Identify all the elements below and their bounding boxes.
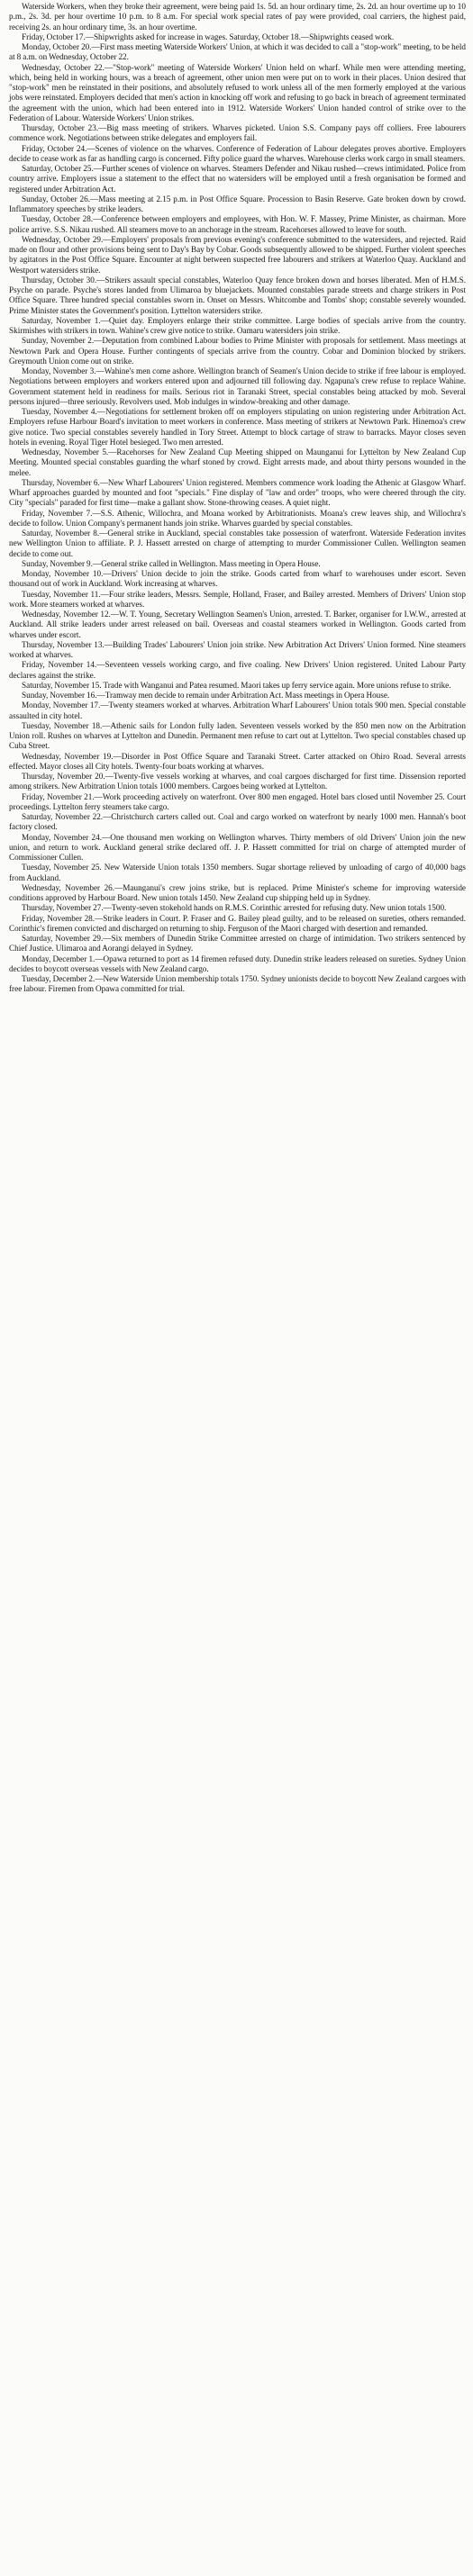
entry-oct-24: Friday, October 24.—Scenes of violence on the wharves. Conference of Federation of Labour delegates proves abortive. Employers decide to cease work as far as handling cargo is concerned. Fifty police guard the wharves. Warehouse clerks work cargo in small steamers. xyxy=(9,143,466,163)
entry-oct-20: Monday, October 20.—First mass meeting Waterside Workers' Union, at which it was decided to call a "stop-work" meeting, to be held at 8 a.m. on Wednesday, October 22. xyxy=(9,42,466,62)
entry-oct-28: Tuesday, October 28.—Conference between employers and employees, with Hon. W. F. Massey, Prime Minister, as chairman. More police arrive. S.S. Nikau rushed. All steamers move to an anchorage in the stream. Racehorses allowed to leave for south. xyxy=(9,214,466,234)
entry-nov-5: Wednesday, November 5.—Racehorses for New Zealand Cup Meeting shipped on Maunganui for Lyttelton by New Zealand Cup Meeting. Mounted special constables guarding the wharf stoned by crowd. Eight arrests made, and about thirty persons wounded in the melee. xyxy=(9,447,466,477)
entry-nov-21: Friday, November 21.—Work proceeding actively on waterfront. Over 800 men engaged. Hotel bars closed until November 25. Court proceedings. Lyttelton ferry steamers take cargo. xyxy=(9,791,466,811)
entry-nov-11: Tuesday, November 11.—Four strike leaders, Messrs. Semple, Holland, Fraser, and Bailey arrested. Members of Drivers' Union stop work. More steamers worked at wharves. xyxy=(9,589,466,609)
entry-nov-13: Thursday, November 13.—Building Trades' Labourers' Union join strike. New Arbitration Act Drivers' Union formed. Nine steamers worked at wharves. xyxy=(9,639,466,659)
entry-nov-19: Wednesday, November 19.—Disorder in Post Office Square and Taranaki Street. Carter attacked on Ohiro Road. Several arrests effected. Mayor closes all City hotels. Twenty-four boats working at wharves. xyxy=(9,751,466,771)
entry-nov-9: Sunday, November 9.—General strike called in Wellington. Mass meeting in Opera House. xyxy=(22,558,321,568)
entry-nov-2: Sunday, November 2.—Deputation from combined Labour bodies to Prime Minister with proposals for settlement. Mass meetings at Newtown Park and Opera House. Further contingents of specials arrive from the country. Cobar and Dominion blocked by strikers. Greymouth Union come out on strike. xyxy=(9,336,466,366)
entry-oct-22: Wednesday, October 22.—"Stop-work" meeting of Waterside Workers' Union held on wharf. While men were attending meeting, which, being held in working hours, was a breach of agreement, other union men were put on to work in their places. Union desired that "stop-work" men be reinstated in their positions, and absolutely refused to work unless all of the men formerly employed at the various jobs were reinstated. Employers decided that men's action in knocking off work and refusing to go back in breach of agreement terminated the agreement with the union, which had been entered into in 1912. Waterside Workers' Union handed control of strike over to the Federation of Labour. Waterside Workers' Union strikes. xyxy=(9,62,466,122)
entry-dec-2: Tuesday, December 2.—New Waterside Union membership totals 1750. Sydney unionists decide to boycott New Zealand cargoes with free labour. Firemen from Opawa committed for trial. xyxy=(9,974,466,994)
entry-oct-29: Wednesday, October 29.—Employers' proposals from previous evening's conference submitted to the watersiders, and rejected. Raid made on flour and other provisions being sent to Day's Bay by Cobar. Goods subsequently allowed to be shipped. Further violent speeches by agitators in the Post Office Square. Encounter at night between suspected free labourers and strikers at Waterloo Quay. Auckland and Westport watersiders strike. xyxy=(9,234,466,275)
entry-nov-24: Monday, November 24.—One thousand men working on Wellington wharves. Thirty members of old Drivers' Union join the new union, and return to work. Auckland general strike declared off. J. P. Hassett committed for trial on charge of attempted murder of Commissioner Cullen. xyxy=(9,832,466,862)
entry-nov-7: Friday, November 7.—S.S. Athenic, Willochra, and Moana worked by Arbitrationists. Moana's crew leaves ship, and Willochra's decide to follow. Union Company's permanent hands join strike. Wharves guarded by special constables. xyxy=(9,508,466,528)
entry-oct-23: Thursday, October 23.—Big mass meeting of strikers. Wharves picketed. Union S.S. Company pays off colliers. Free labourers commence work. Negotiations between strike delegates and employers fail. xyxy=(9,123,466,143)
entry-nov-15: Saturday, November 15. Trade with Wanganui and Patea resumed. Maori takes up ferry service again. More unions refuse to strike. xyxy=(22,680,451,690)
entry-nov-26: Wednesday, November 26.—Maunganui's crew joins strike, but is replaced. Prime Minister's scheme for improving waterside conditions approved by Harbour Board. New union totals 1450. New Zealand cup shipping held up in Sydney. xyxy=(9,882,466,902)
entry-oct-25: Saturday, October 25.—Further scenes of violence on wharves. Steamers Defender and Nikau rushed—crews intimidated. Police from country arrive. Employers issue a statement to the effect that no watersiders will be employed until a fresh organisation be formed and registered under Arbitration Act. xyxy=(9,164,466,194)
entry-nov-12: Wednesday, November 12.—W. T. Young, Secretary Wellington Seamen's Union, arrested. T. Barker, organiser for I.W.W., arrested at Auckland. All strike leaders under arrest released on bail. Overseas and coastal steamers worked in Wellington. Goods carted from wharves under escort. xyxy=(9,610,466,639)
entry-nov-18: Tuesday, November 18.—Athenic sails for London fully laden. Seventeen vessels worked by the 850 men now on the Arbitration Union roll. Rushes on wharves at Lyttelton and Dunedin. Permanent men refuse to cart out at Lyttelton. Two special constables chased up Cuba Street. xyxy=(9,720,466,751)
entry-nov-20: Thursday, November 20.—Twenty-five vessels working at wharves, and coal cargoes discharged for first time. Dissension reported among strikers. New Arbitration Union totals 1000 members. Cargoes being worked at Lyttelton. xyxy=(9,772,466,791)
entry-nov-10: Monday, November 10.—Drivers' Union decide to join the strike. Goods carted from wharf to warehouses under escort. Seven thousand out of work in Auckland. Work increasing at wharves. xyxy=(9,569,466,589)
intro-paragraph: Waterside Workers, when they broke their agreement, were being paid 1s. 5d. an hour ordinary time, 2s. 2d. an hour overtime up to 10 p.m., 2s. 3d. per hour overtime 10 p.m. to 8 a.m. For special work special rates of pay were provided, coal carriers, the highest paid, receiving 2s. an hour ordinary time, 3s. an hour overtime. xyxy=(9,2,466,32)
entry-nov-27: Thursday, November 27.—Twenty-seven stokehold hands on R.M.S. Corinthic arrested for refusing duty. New union totals 1500. xyxy=(22,903,447,913)
entry-nov-14: Friday, November 14.—Seventeen vessels working cargo, and five coaling. New Drivers' Union registered. United Labour Party declares against the strike. xyxy=(9,660,466,680)
entry-nov-1: Saturday, November 1.—Quiet day. Employers enlarge their strike committee. Large bodies of specials arrive from the country. Skirmishes with strikers in town. Wahine's crew give notice to strike. Oamaru watersiders join strike. xyxy=(9,315,466,335)
entry-nov-16: Sunday, November 16.—Tramway men decide to remain under Arbitration Act. Mass meetings in Opera House. xyxy=(22,691,390,700)
entry-nov-4: Tuesday, November 4.—Negotiations for settlement broken off on employers stipulating on union registering under Arbitration Act. Employers refuse Harbour Board's invitation to meet workers in conference. Mass meeting of strikers at Newtown Park. Hinemoa's crew give notice. Two special constables severely handled in Tory Street. Attempt to block cartage of straw to barracks. Mayor closes seven hotels in evening. Royal Tiger Hotel besieged. Two men arrested. xyxy=(9,407,466,447)
entry-dec-1: Monday, December 1.—Opawa returned to port as 14 firemen refused duty. Dunedin strike leaders released on sureties. Sydney Union decides to boycott overseas vessels with New Zealand cargo. xyxy=(9,954,466,973)
entry-nov-6: Thursday, November 6.—New Wharf Labourers' Union registered. Members commence work loading the Athenic at Glasgow Wharf. Wharf approaches guarded by mounted and foot "specials." Fine display of "law and order" troops, who were cheered through the city. City "specials" paraded for first time—make a gallant show. Stone-throwing ceases. A quiet night. xyxy=(9,477,466,508)
entry-oct-17: Friday, October 17.—Shipwrights asked for increase in wages. Saturday, October 18.—Shipwrights ceased work. xyxy=(22,32,395,41)
entry-nov-25: Tuesday, November 25. New Waterside Union totals 1350 members. Sugar shortage relieved by unloading of cargo of 40,000 bags from Auckland. xyxy=(9,863,466,882)
entry-nov-17: Monday, November 17.—Twenty steamers worked at wharves. Arbitration Wharf Labourers' Union totals 900 men. Special constable assaulted in city hotel. xyxy=(9,700,466,720)
entry-oct-30: Thursday, October 30.—Strikers assault special constables, Waterloo Quay fence broken down and horses liberated. Men of H.M.S. Psyche on parade. Psyche's stores landed from Ulimaroa by bluejackets. Mounted constables parade streets and charge strikers in Post Office Square. Three hundred special constables sworn in. Onset on Messrs. Whitcombe and Tombs' shop; constable severely wounded. Prime Minister states the Government's position. Lyttelton watersiders strike. xyxy=(9,275,466,315)
entry-nov-28: Friday, November 28.—Strike leaders in Court. P. Fraser and G. Bailey plead guilty, and to be released on sureties, others remanded. Corinthic's firemen convicted and discharged on returning to ship. Ferguson of the Maori charged with desertion and remanded. xyxy=(9,913,466,933)
entry-nov-8: Saturday, November 8.—General strike in Auckland, special constables take possession of waterfront. Waterside Federation invites new Wellington Union to affiliate. P. J. Hassett arrested on charge of attempting to murder Commissioner Cullen. Wellington seamen decide to come out. xyxy=(9,529,466,558)
entry-oct-26: Sunday, October 26.—Mass meeting at 2.15 p.m. in Post Office Square. Procession to Basin Reserve. Gate broken down by crowd. Inflammatory speeches by strike leaders. xyxy=(9,194,466,213)
entry-nov-22: Saturday, November 22.—Christchurch carters called out. Coal and cargo worked on waterfront by nearly 1000 men. Hannah's boot factory closed. xyxy=(9,812,466,832)
entry-nov-29: Saturday, November 29.—Six members of Dunedin Strike Committee arrested on charge of intimidation. Two strikers sentenced by Chief Justice. Ulimaroa and Aorangi delayed in Sydney. xyxy=(9,934,466,954)
entry-nov-3: Monday, November 3.—Wahine's men come ashore. Wellington branch of Seamen's Union decide to strike if free labour is employed. Negotiations between employers and workers entered upon and adjourned till following day. Ngapuna's crew refuse to replace Wahine. Government statement held in readiness for mails. Serious riot in Taranaki Street, special constables being attacked by mob. Several persons injured—three seriously. Revolvers used. Mob indulges in window-breaking and other damage. xyxy=(9,366,466,406)
